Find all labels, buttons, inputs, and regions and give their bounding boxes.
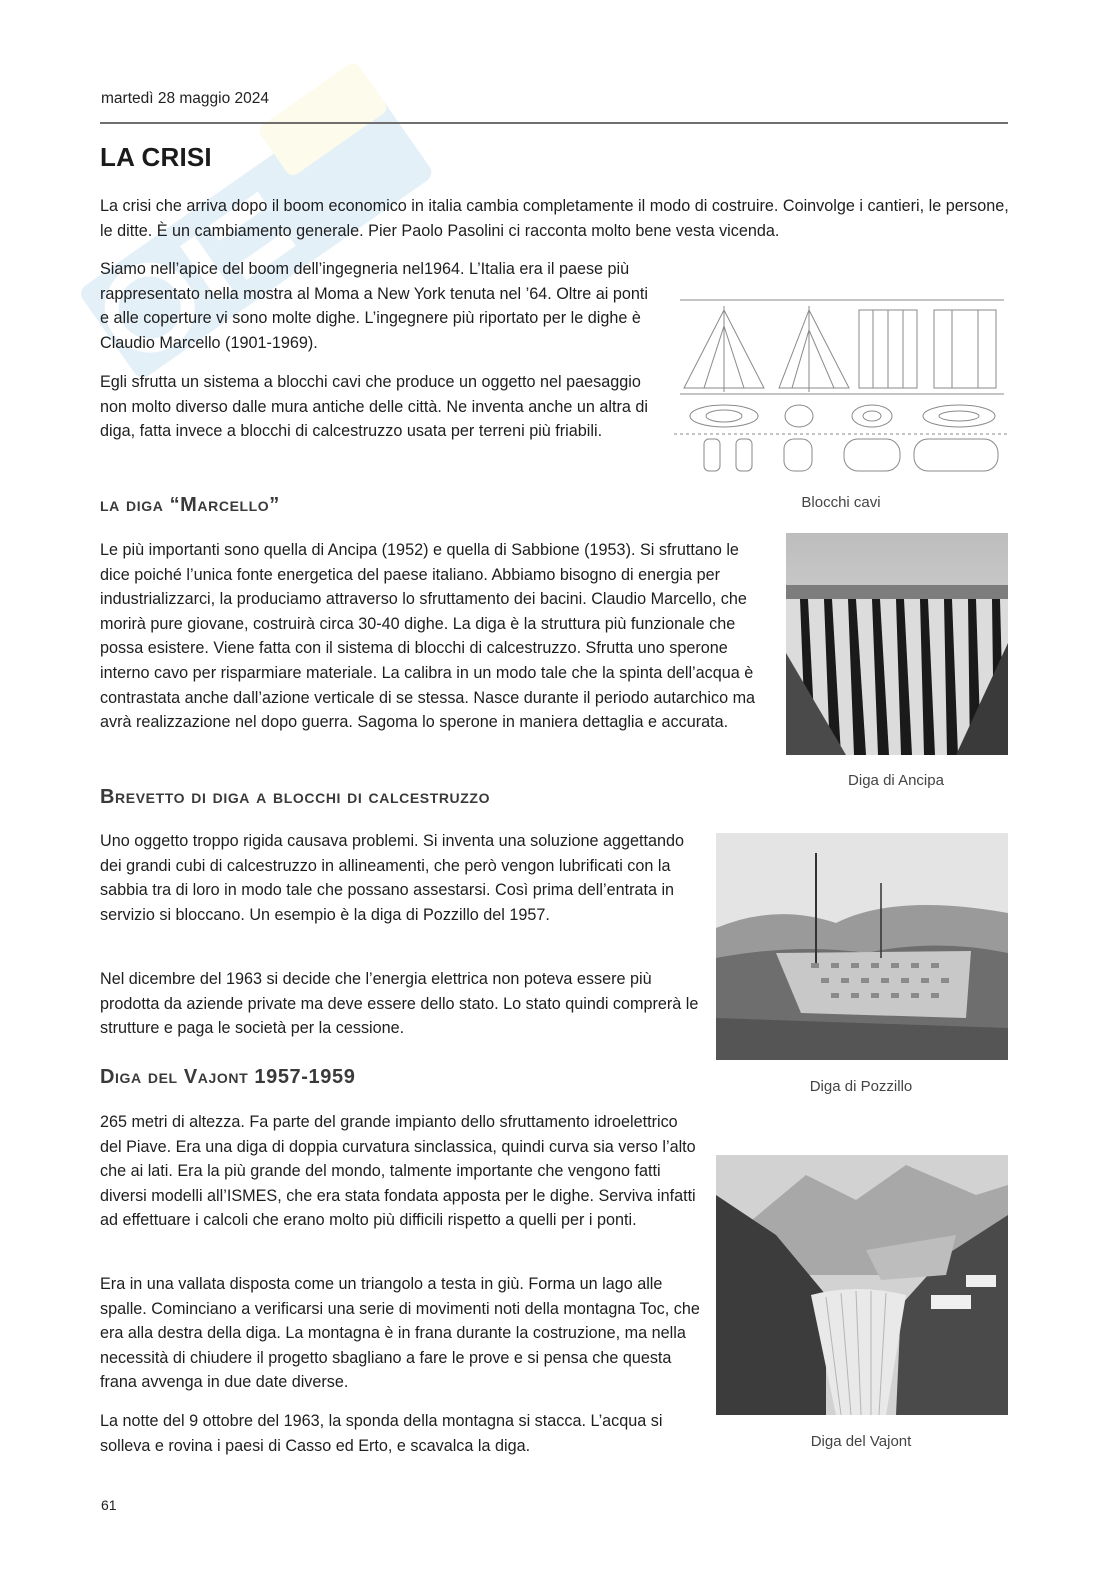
dam-photo-icon	[716, 1155, 1008, 1415]
section-heading-marcello: la diga “Marcello”	[100, 494, 280, 516]
paragraph-blocchi: Egli sfrutta un sistema a blocchi cavi che produce un oggetto nel paesaggio non molto diverso dalle mura antiche delle città. Ne inventa anche un altra di diga, fatta invece a blocchi di calcestruzzo usata per terreni più friabili.	[100, 373, 648, 441]
figure-diga-pozzillo	[716, 833, 1008, 1060]
header-divider	[100, 122, 1008, 124]
header-date: martedì 28 maggio 2024	[101, 90, 270, 107]
dam-photo-icon	[716, 833, 1008, 1060]
paragraph-marcello: Le più importanti sono quella di Ancipa (1952) e quella di Sabbione (1953). Si sfruttano le dice poiché l’unica fonte energetica del paese italiano. Abbiamo bisogno di energia per industrializzarci, la produciamo attraverso lo sfruttamento dei bacini. Claudio Marcello, che morirà pure giovane, costruirà circa 30-40 dighe. La diga è la struttura più funzionale che possa esistere. Viene fatta con il sistema di blocchi di calcestruzzo. Sfrutta uno sperone interno cavo per risparmiare materiale. La calibra in un modo tale che la spinta dell’acqua è contrastata anche dall’azione verticale di se stessa. Nasce durante il periodo autarchico ma avrà realizzazione nel dopo guerra. Sagoma lo sperone in maniera dettaglia e accurata.	[100, 541, 756, 732]
caption-diga-pozzillo: Diga di Pozzillo	[809, 1078, 913, 1095]
caption-diga-ancipa: Diga di Ancipa	[848, 772, 944, 789]
figure-diga-ancipa	[786, 533, 1008, 755]
section-heading-vajont: Diga del Vajont 1957-1959	[100, 1066, 356, 1088]
paragraph-brevetto-1: Uno oggetto troppo rigida causava problemi. Si inventa una soluzione aggettando dei grandi cubi di calcestruzzo in allineamenti, che però vengon lubrificati con la sabbia tra di loro in modo tale che possano assestarsi. Così prima dell’entrata in servizio si bloccano. Un esempio è la diga di Pozzillo del 1957.	[100, 832, 685, 924]
page-number: 61	[101, 1497, 117, 1513]
figure-diga-vajont	[716, 1155, 1008, 1415]
caption-diga-vajont: Diga del Vajont	[810, 1433, 912, 1450]
paragraph-vajont-1: 265 metri di altezza. Fa parte del grande impianto dello sfruttamento idroelettrico del Piave. Era una diga di doppia curvatura sinclassica, quindi curva sia verso l’alto che ai lati. Era la più grande del mondo, talmente importante che vengono fatti diversi modelli all’ISMES, che era stata fondata apposta per le dighe. Serviva infatti ad effettuare i calcoli che erano molto più difficili rispetto a quelli per i ponti.	[100, 1113, 696, 1230]
figure-blocchi-cavi	[674, 296, 1008, 478]
caption-blocchi-cavi: Blocchi cavi	[801, 494, 881, 511]
technical-drawing-icon	[674, 296, 1008, 478]
page-title: LA CRISI	[100, 142, 212, 172]
paragraph-vajont-2: Era in una vallata disposta come un triangolo a testa in giù. Forma un lago alle spalle. Cominciano a verificarsi una serie di movimenti noti della montagna Toc, che era alla destra della diga. La montagna è in frana durante la costruzione, ma nella necessità di chiudere il progetto sbagliano a fare le prove e si pensa che questa frana avvenga in due date diverse.	[100, 1275, 700, 1392]
intro-paragraph: La crisi che arriva dopo il boom economico in italia cambia completamente il modo di costruire. Coinvolge i cantieri, le persone, le ditte. È un cambiamento generale. Pier Paolo Pasolini ci racconta molto bene vesta vicenda.	[100, 197, 1009, 240]
paragraph-brevetto-2: Nel dicembre del 1963 si decide che l’energia elettrica non poteva essere più prodotta da aziende private ma deve essere dello stato. Lo stato quindi comprerà le strutture e paga le società per la cessione.	[100, 970, 699, 1038]
dam-photo-icon	[786, 533, 1008, 755]
paragraph-vajont-3: La notte del 9 ottobre del 1963, la sponda della montagna si stacca. L’acqua si solleva e rovina i paesi di Casso ed Erto, e scavalca la diga.	[100, 1412, 663, 1455]
section-heading-brevetto: Brevetto di diga a blocchi di calcestruzzo	[100, 786, 491, 808]
paragraph-boom: Siamo nell’apice del boom dell’ingegneria nel1964. L’Italia era il paese più rappresentato nella mostra al Moma a New York tenuta nel ’64. Oltre ai ponti e alle coperture vi sono molte dighe. L’ingegnere più riportato per le dighe è Claudio Marcello (1901-1969).	[100, 260, 648, 352]
